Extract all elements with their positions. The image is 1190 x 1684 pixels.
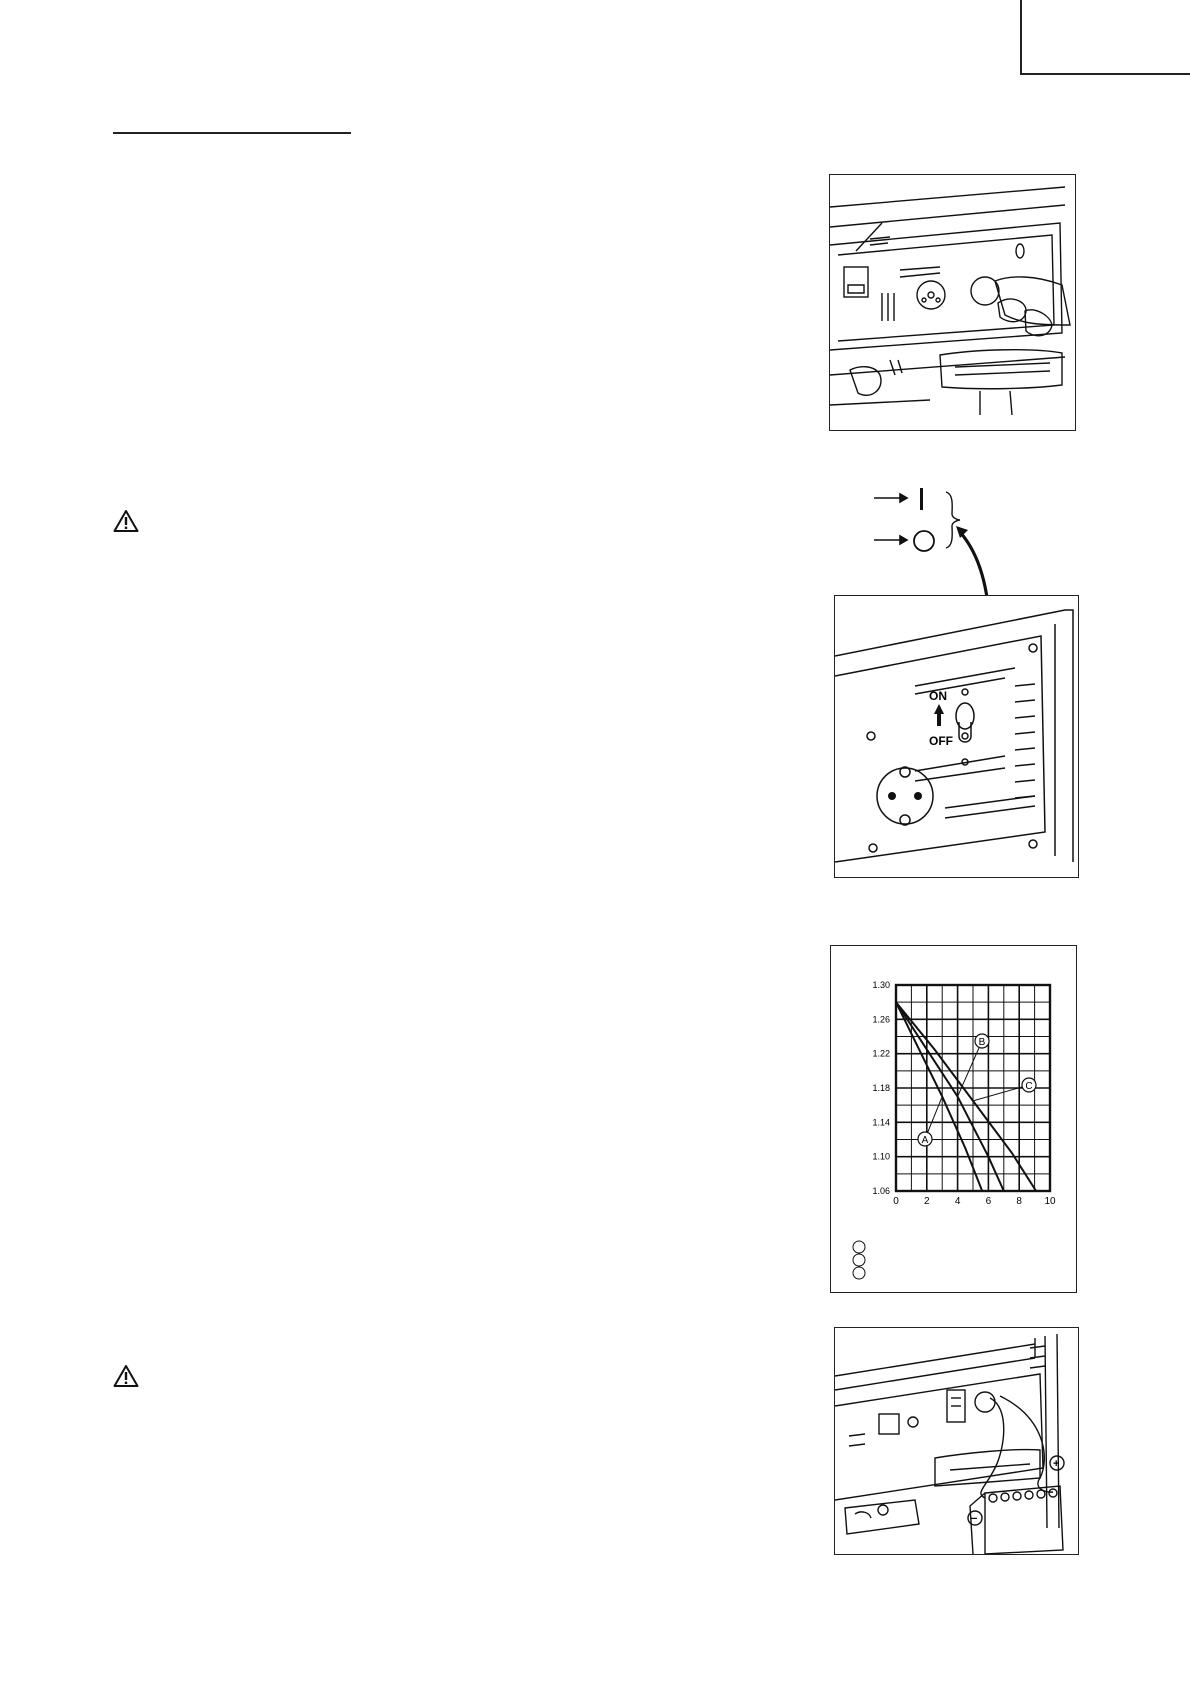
plus-terminal-label: + xyxy=(1053,1458,1060,1470)
figure-plug-insertion xyxy=(829,174,1076,431)
callout-label-b: B xyxy=(978,1037,986,1048)
chart-legend xyxy=(853,1241,865,1279)
x-tick-label: 2 xyxy=(924,1196,930,1207)
figure-specific-gravity-chart xyxy=(830,945,1077,1293)
y-tick-label: 1.10 xyxy=(872,1151,890,1162)
breaker-panel-illustration xyxy=(835,596,1078,877)
specific-gravity-chart xyxy=(831,946,1076,1292)
on-symbol-icon xyxy=(920,488,923,510)
x-tick-label: 4 xyxy=(954,1196,961,1207)
bracket-icon xyxy=(946,492,960,548)
y-tick-label: 1.30 xyxy=(872,980,890,990)
x-tick-labels xyxy=(893,1196,1056,1207)
y-tick-label: 1.22 xyxy=(872,1048,890,1059)
figure-battery-connection xyxy=(834,1327,1079,1555)
warning-icon xyxy=(113,509,139,533)
callout-label-c: C xyxy=(1025,1081,1033,1092)
section-tab-box xyxy=(1020,0,1190,75)
warning-icon xyxy=(113,1364,139,1388)
legend-marker xyxy=(853,1267,865,1279)
x-tick-label: 10 xyxy=(1044,1196,1056,1207)
series-line-c xyxy=(896,1002,1036,1191)
legend-marker xyxy=(853,1241,865,1253)
callout-label-a: A xyxy=(921,1135,929,1146)
up-arrow-icon xyxy=(934,704,944,726)
y-tick-label: 1.06 xyxy=(872,1186,890,1196)
section-heading-rule xyxy=(113,132,351,134)
x-tick-label: 0 xyxy=(893,1196,899,1207)
off-symbol-icon xyxy=(914,531,934,551)
control-panel-illustration xyxy=(830,175,1075,430)
y-tick-label: 1.18 xyxy=(872,1083,890,1093)
y-tick-labels xyxy=(872,980,890,1196)
y-tick-label: 1.14 xyxy=(872,1117,890,1128)
minus-terminal-label: − xyxy=(971,1513,978,1525)
switch-off-label: OFF xyxy=(929,734,953,748)
figure-circuit-breaker xyxy=(834,595,1079,878)
y-tick-label: 1.26 xyxy=(872,1014,890,1025)
x-tick-label: 8 xyxy=(1016,1196,1022,1207)
battery-connection-illustration xyxy=(835,1328,1078,1554)
x-tick-label: 6 xyxy=(985,1196,992,1207)
legend-marker xyxy=(853,1254,865,1266)
switch-on-label: ON xyxy=(929,689,947,703)
chart-series xyxy=(896,1002,1036,1191)
